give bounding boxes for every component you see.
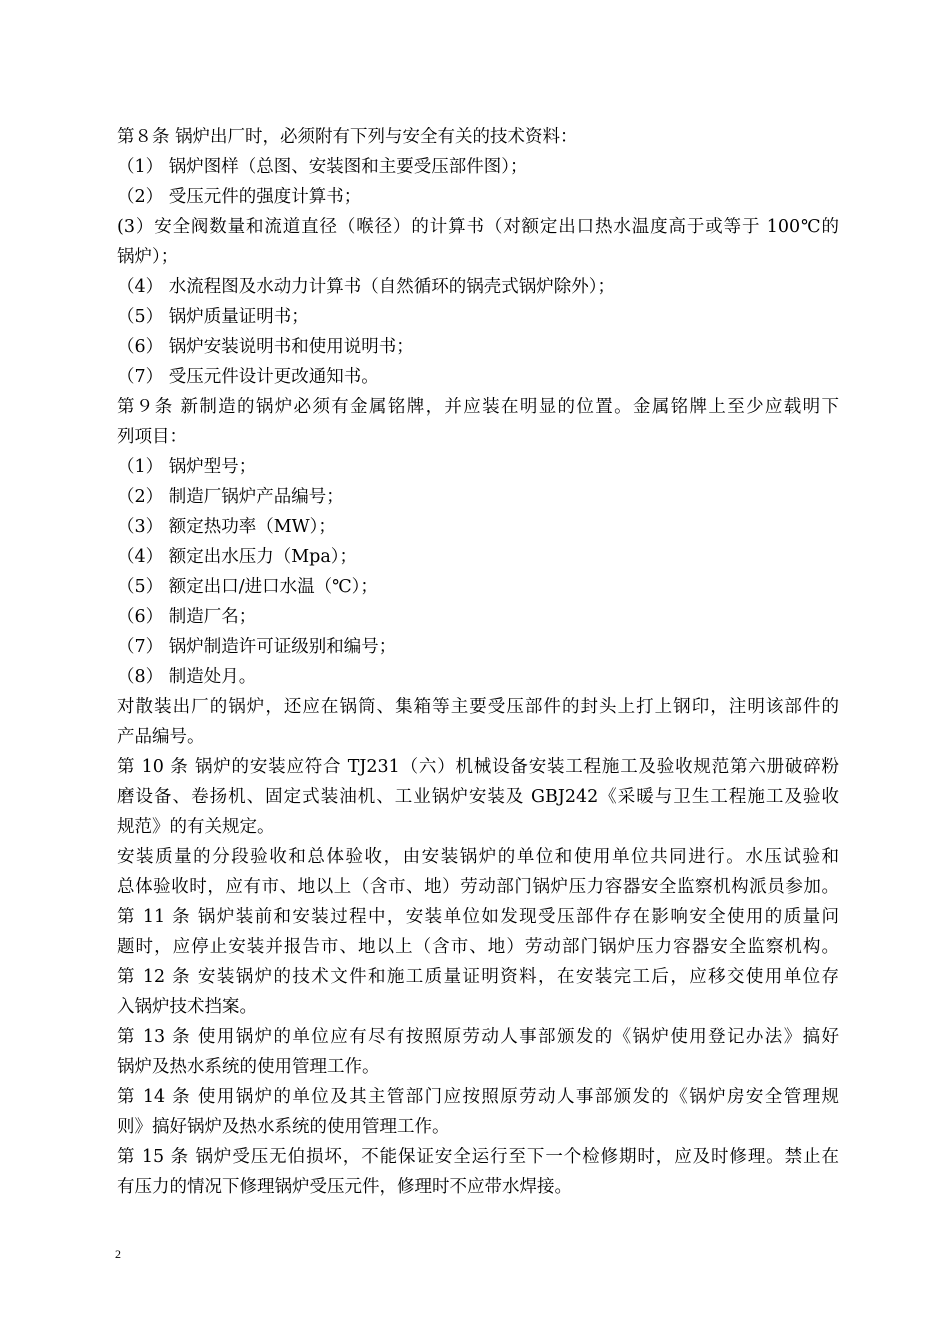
text-line: 规范》的有关规定。 <box>117 817 275 837</box>
text-line: （5） 额定出口/进口水温（℃）； <box>117 577 378 597</box>
text-line: （8） 制造处月。 <box>117 667 257 687</box>
text-line: 安装质量的分段验收和总体验收，由安装锅炉的单位和使用单位共同进行。水压试验和 <box>117 847 839 867</box>
text-line: （7） 受压元件设计更改通知书。 <box>117 367 379 387</box>
text-line: 第 15 条 锅炉受压无伯损坏，不能保证安全运行至下一个检修期时，应及时修理。禁止在 <box>117 1147 839 1167</box>
text-line: 总体验收时，应有市、地以上（含市、地）劳动部门锅炉压力容器安全监察机构派员参加。 <box>117 877 839 897</box>
text-line: 锅炉）； <box>117 247 179 267</box>
text-line: （6） 锅炉安装说明书和使用说明书； <box>117 337 414 357</box>
text-line: 第９条 新制造的锅炉必须有金属铭牌，并应装在明显的位置。金属铭牌上至少应载明下 <box>117 397 839 417</box>
page-number: 2 <box>115 1247 121 1261</box>
document-body <box>117 122 839 1202</box>
text-line: 第 10 条 锅炉的安装应符合 TJ231（六）机械设备安装工程施工及验收规范第六册破碎粉 <box>117 757 839 777</box>
text-line: 列项目： <box>117 427 187 447</box>
text-line: （4） 水流程图及水动力计算书（自然循环的锅壳式锅炉除外）； <box>117 277 615 297</box>
text-line: 则》搞好锅炉及热水系统的使用管理工作。 <box>117 1117 450 1137</box>
text-line: （4） 额定出水压力（Mpa）； <box>117 547 358 567</box>
text-line: 第 11 条 锅炉装前和安装过程中，安装单位如发现受压部件存在影响安全使用的质量问 <box>117 907 839 927</box>
text-line: 对散装出厂的锅炉，还应在锅筒、集箱等主要受压部件的封头上打上钢印，注明该部件的 <box>117 697 839 717</box>
text-line: 第 13 条 使用锅炉的单位应有尽有按照原劳动人事部颁发的《锅炉使用登记办法》搞好 <box>117 1027 839 1047</box>
text-line: 产品编号。 <box>117 727 205 747</box>
text-line: 第 14 条 使用锅炉的单位及其主管部门应按照原劳动人事部颁发的《锅炉房安全管理规 <box>117 1087 839 1107</box>
text-line: 题时，应停止安装并报告市、地以上（含市、地）劳动部门锅炉压力容器安全监察机构。 <box>117 937 839 957</box>
text-line: 第 12 条 安装锅炉的技术文件和施工质量证明资料，在安装完工后，应移交使用单位存 <box>117 967 839 987</box>
text-line: （1） 锅炉型号； <box>117 457 257 477</box>
text-line: 磨设备、卷扬机、固定式装油机、工业锅炉安装及 GBJ242《采暖与卫生工程施工及验收 <box>117 787 839 807</box>
text-line: （2） 受压元件的强度计算书； <box>117 187 362 207</box>
text-line: （7） 锅炉制造许可证级别和编号； <box>117 637 397 657</box>
text-line: 锅炉及热水系统的使用管理工作。 <box>117 1057 380 1077</box>
text-line: （3） 额定热功率（MW）； <box>117 517 336 537</box>
text-line: （1） 锅炉图样（总图、安装图和主要受压部件图）； <box>117 157 528 177</box>
text-line: （5） 锅炉质量证明书； <box>117 307 309 327</box>
text-line: （6） 制造厂名； <box>117 607 257 627</box>
text-line: （2） 制造厂锅炉产品编号； <box>117 487 344 507</box>
text-line: (3）安全阀数量和流道直径（喉径）的计算书（对额定出口热水温度高于或等于 100℃的 <box>117 217 839 237</box>
text-line: 入锅炉技术挡案。 <box>117 997 257 1017</box>
text-line: 第８条 锅炉出厂时，必须附有下列与安全有关的技术资料： <box>117 127 578 147</box>
text-line: 有压力的情况下修理锅炉受压元件，修理时不应带水焊接。 <box>117 1177 572 1197</box>
